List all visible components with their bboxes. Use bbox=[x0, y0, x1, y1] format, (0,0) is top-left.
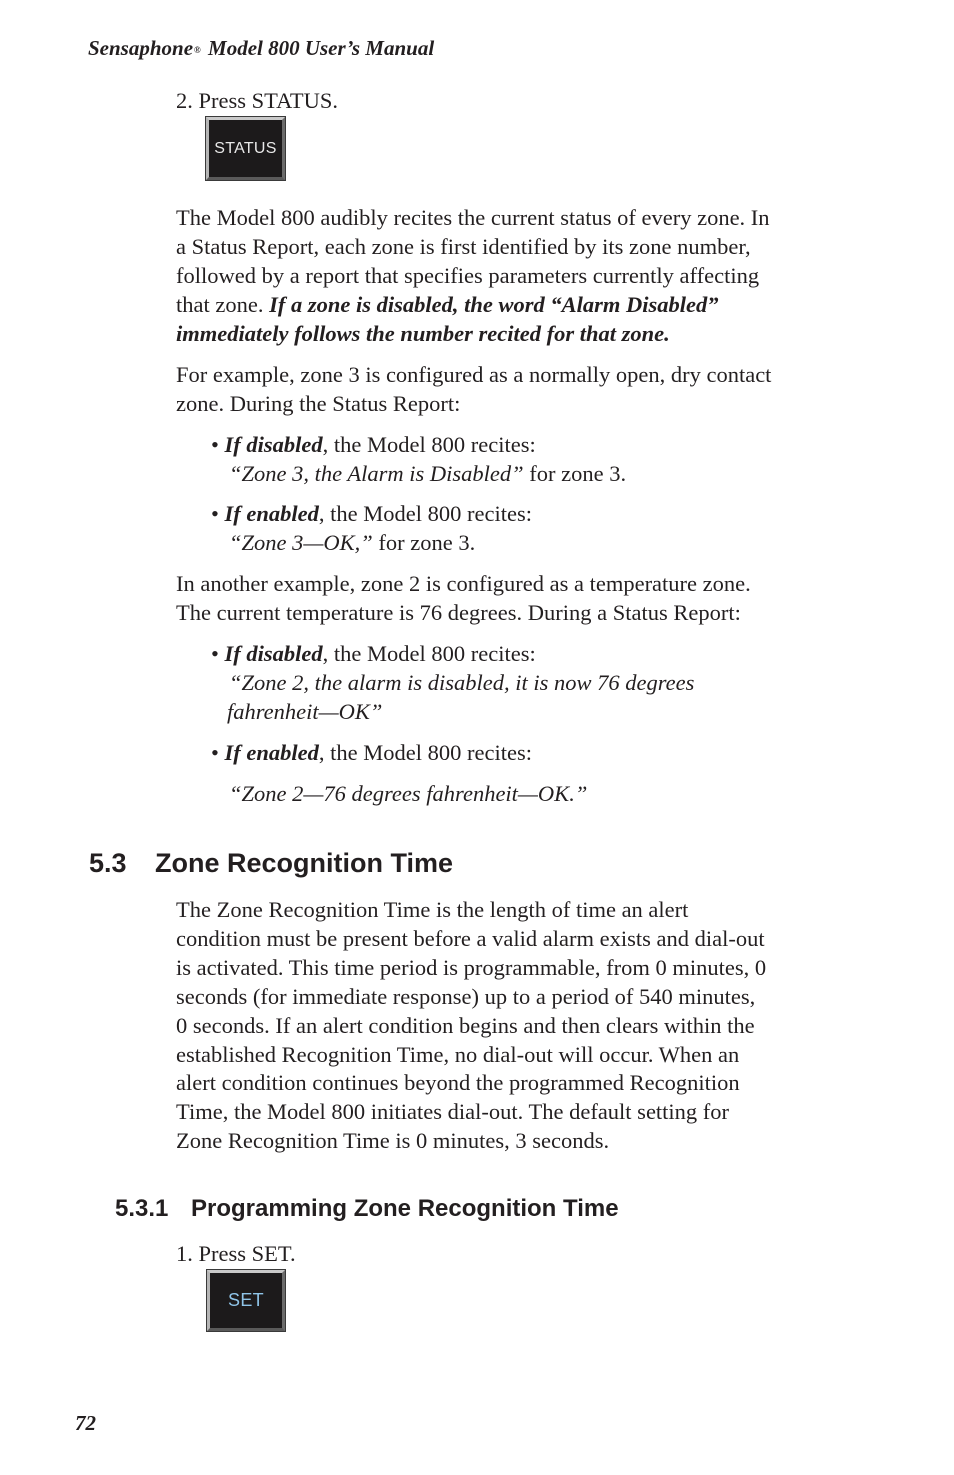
para3-line2: The current temperature is 76 degrees. During a Status Report: bbox=[176, 600, 741, 625]
step-1-instruction: 1. Press SET. bbox=[176, 1241, 296, 1266]
section53-line6: established Recognition Time, no dial-out will occur. When an bbox=[176, 1042, 740, 1067]
page-number: 72 bbox=[75, 1411, 96, 1435]
set-key-label: SET bbox=[228, 1290, 264, 1310]
running-header bbox=[88, 36, 434, 61]
quote-text: “Zone 3, the Alarm is Disabled” bbox=[229, 461, 524, 486]
section53-line5: 0 seconds. If an alert condition begins and then clears within the bbox=[176, 1013, 755, 1038]
para1-line4 bbox=[176, 290, 719, 319]
para2-line2: zone. During the Status Report: bbox=[176, 391, 461, 416]
example1-bullet1 bbox=[211, 430, 536, 459]
example2-bullet2-quote: “Zone 2—76 degrees fahrenheit—OK.” bbox=[229, 781, 588, 806]
section53-line4: seconds (for immediate response) up to a period of 540 minutes, bbox=[176, 984, 756, 1009]
bullet-mark: • bbox=[211, 740, 219, 765]
status-key-image bbox=[206, 117, 285, 180]
set-key-image bbox=[207, 1270, 285, 1331]
bullet-text: , the Model 800 recites: bbox=[318, 740, 532, 765]
para1-line4-emphasis: If a zone is disabled, the word “Alarm Disabled” bbox=[269, 292, 719, 317]
bullet-text: , the Model 800 recites: bbox=[318, 501, 532, 526]
section53-line1: The Zone Recognition Time is the length of time an alert bbox=[176, 897, 689, 922]
quote-tail: for zone 3. bbox=[372, 530, 476, 555]
section53-line2: condition must be present before a valid alarm exists and dial-out bbox=[176, 926, 765, 951]
bullet-lead: If disabled bbox=[224, 641, 323, 666]
section-title: Zone Recognition Time bbox=[155, 848, 454, 878]
section-number: 5.3 bbox=[89, 848, 127, 878]
brand-name: Sensaphone bbox=[88, 36, 194, 60]
manual-title: Model 800 User’s Manual bbox=[202, 36, 435, 60]
section53-line3: is activated. This time period is programmable, from 0 minutes, 0 bbox=[176, 955, 767, 980]
quote-tail: for zone 3. bbox=[523, 461, 627, 486]
example1-bullet2-quote-line bbox=[229, 528, 475, 557]
bullet-text: , the Model 800 recites: bbox=[322, 641, 536, 666]
para1-line1: The Model 800 audibly recites the current status of every zone. In bbox=[176, 205, 770, 230]
para1-line3: followed by a report that specifies parameters currently affecting bbox=[176, 263, 760, 288]
para1-line5-emphasis: immediately follows the number recited for that zone. bbox=[176, 321, 670, 346]
section53-line8: Time, the Model 800 initiates dial-out. The default setting for bbox=[176, 1099, 730, 1124]
para1-line2: a Status Report, each zone is first identified by its zone number, bbox=[176, 234, 751, 259]
bullet-lead: If enabled bbox=[224, 501, 319, 526]
example1-bullet1-quote-line bbox=[229, 459, 626, 488]
section-heading-5-3-1 bbox=[115, 1195, 619, 1223]
para1-line4-plain: that zone. bbox=[176, 292, 270, 317]
bullet-text: , the Model 800 recites: bbox=[322, 432, 536, 457]
example2-bullet1-quote-line2: fahrenheit—OK” bbox=[227, 699, 383, 724]
section53-line9: Zone Recognition Time is 0 minutes, 3 seconds. bbox=[176, 1128, 610, 1153]
para2-line1: For example, zone 3 is configured as a normally open, dry contact bbox=[176, 362, 772, 387]
quote-text: “Zone 3—OK,” bbox=[229, 530, 373, 555]
example2-bullet1 bbox=[211, 639, 536, 668]
bullet-mark: • bbox=[211, 641, 219, 666]
status-key-label: STATUS bbox=[214, 139, 277, 157]
bullet-mark: • bbox=[211, 501, 219, 526]
example2-bullet1-quote-line1: “Zone 2, the alarm is disabled, it is now 76 degrees bbox=[229, 670, 695, 695]
example2-bullet2 bbox=[211, 738, 532, 767]
section-heading-5-3 bbox=[89, 848, 453, 879]
section53-line7: alert condition continues beyond the programmed Recognition bbox=[176, 1070, 740, 1095]
para3-line1: In another example, zone 2 is configured as a temperature zone. bbox=[176, 571, 751, 596]
registered-mark: ® bbox=[194, 45, 201, 55]
subsection-number: 5.3.1 bbox=[115, 1195, 169, 1222]
step-2-instruction: 2. Press STATUS. bbox=[176, 88, 338, 113]
bullet-lead: If disabled bbox=[224, 432, 323, 457]
subsection-title: Programming Zone Recognition Time bbox=[191, 1195, 619, 1222]
bullet-lead: If enabled bbox=[224, 740, 319, 765]
example1-bullet2 bbox=[211, 499, 532, 528]
bullet-mark: • bbox=[211, 432, 219, 457]
